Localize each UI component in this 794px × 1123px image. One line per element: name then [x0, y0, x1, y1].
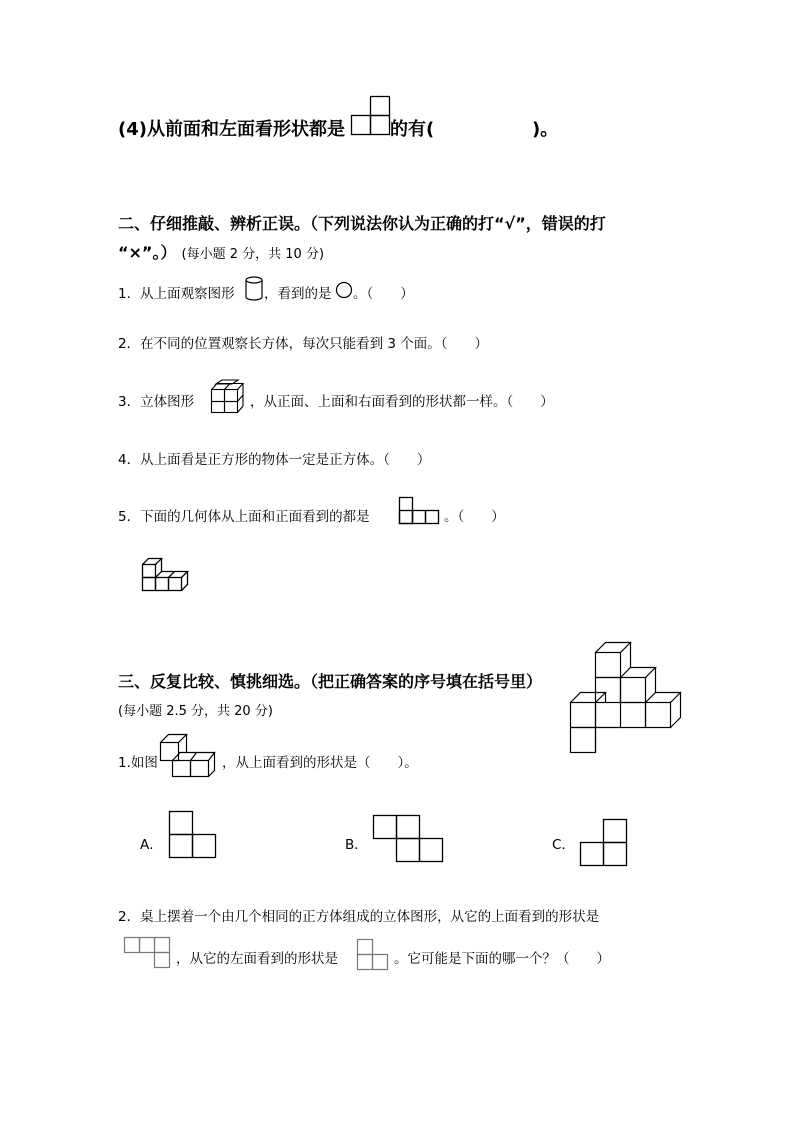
section2-score-note: (每小题 2 分，共 10 分) — [181, 247, 325, 262]
item5-shape-icon — [398, 496, 442, 526]
s3-q2-end: 。它可能是下面的哪一个？（ ） — [394, 951, 610, 967]
cylinder-icon — [244, 276, 264, 302]
circle-icon — [335, 281, 353, 299]
s2-item-5: 5．下面的几何体从上面和正面看到的都是 — [118, 509, 370, 525]
s2-item-2: 2．在不同的位置观察长方体，每次只能看到 3 个面。（ ） — [118, 336, 489, 352]
q4-middle: 的有( — [390, 119, 435, 140]
s3-q2-line1: 2．桌上摆着一个由几个相同的正方体组成的立体图形，从它的上面看到的形状是 — [118, 909, 600, 925]
s2-item-4: 4．从上面看是正方形的物体一定是正方体。（ ） — [118, 452, 431, 468]
option-a-shape — [168, 810, 218, 860]
option-b-shape — [372, 814, 444, 864]
q4-suffix: )。 — [532, 119, 559, 140]
q4-shape-icon — [351, 96, 391, 136]
option-a-label: A． — [140, 837, 163, 853]
s2-item-1: 1．从上面观察图形 — [118, 286, 235, 302]
question-4-line — [118, 115, 345, 141]
s3-q2-mid: ，从它的左面看到的形状是 — [176, 951, 338, 967]
s3-q1-after: ，从上面看到的形状是（ ）。 — [222, 755, 418, 771]
section2-title-line2 — [118, 240, 324, 263]
option-b-label: B． — [345, 837, 368, 853]
s2-item-3: 3．立体图形 — [118, 394, 195, 410]
q2-left-view-shape — [356, 938, 390, 972]
s2-item-3-after: ，从正面、上面和右面看到的形状都一样。（ ） — [250, 394, 554, 410]
option-c-shape — [579, 818, 629, 868]
item5-solid-figure — [140, 556, 192, 594]
option-c-label: C． — [552, 837, 575, 853]
s2-item-1-after: 。（ ） — [353, 286, 414, 302]
section2-title-line1: 二、仔细推敲、辨析正误。（下列说法你认为正确的打“√”，错误的打 — [118, 214, 606, 233]
q4-prefix: (4)从前面和左面看形状都是 — [118, 119, 345, 140]
section3-title: 三、反复比较、慎挑细选。（把正确答案的序号填在括号里） — [118, 672, 543, 691]
q1-solid-figure — [158, 732, 218, 780]
s3-q1-before: 1.如图 — [118, 755, 158, 771]
s2-item-1-middle: ，看到的是 — [264, 286, 332, 302]
large-cube-figure — [568, 640, 688, 758]
s2-item-5-after: 。（ ） — [444, 509, 505, 525]
section2-title-mark: “×”。） — [118, 243, 177, 262]
q2-top-view-shape — [123, 936, 171, 970]
section3-score-note: (每小题 2.5 分，共 20 分) — [118, 704, 273, 719]
cube-stack-icon — [207, 378, 243, 414]
